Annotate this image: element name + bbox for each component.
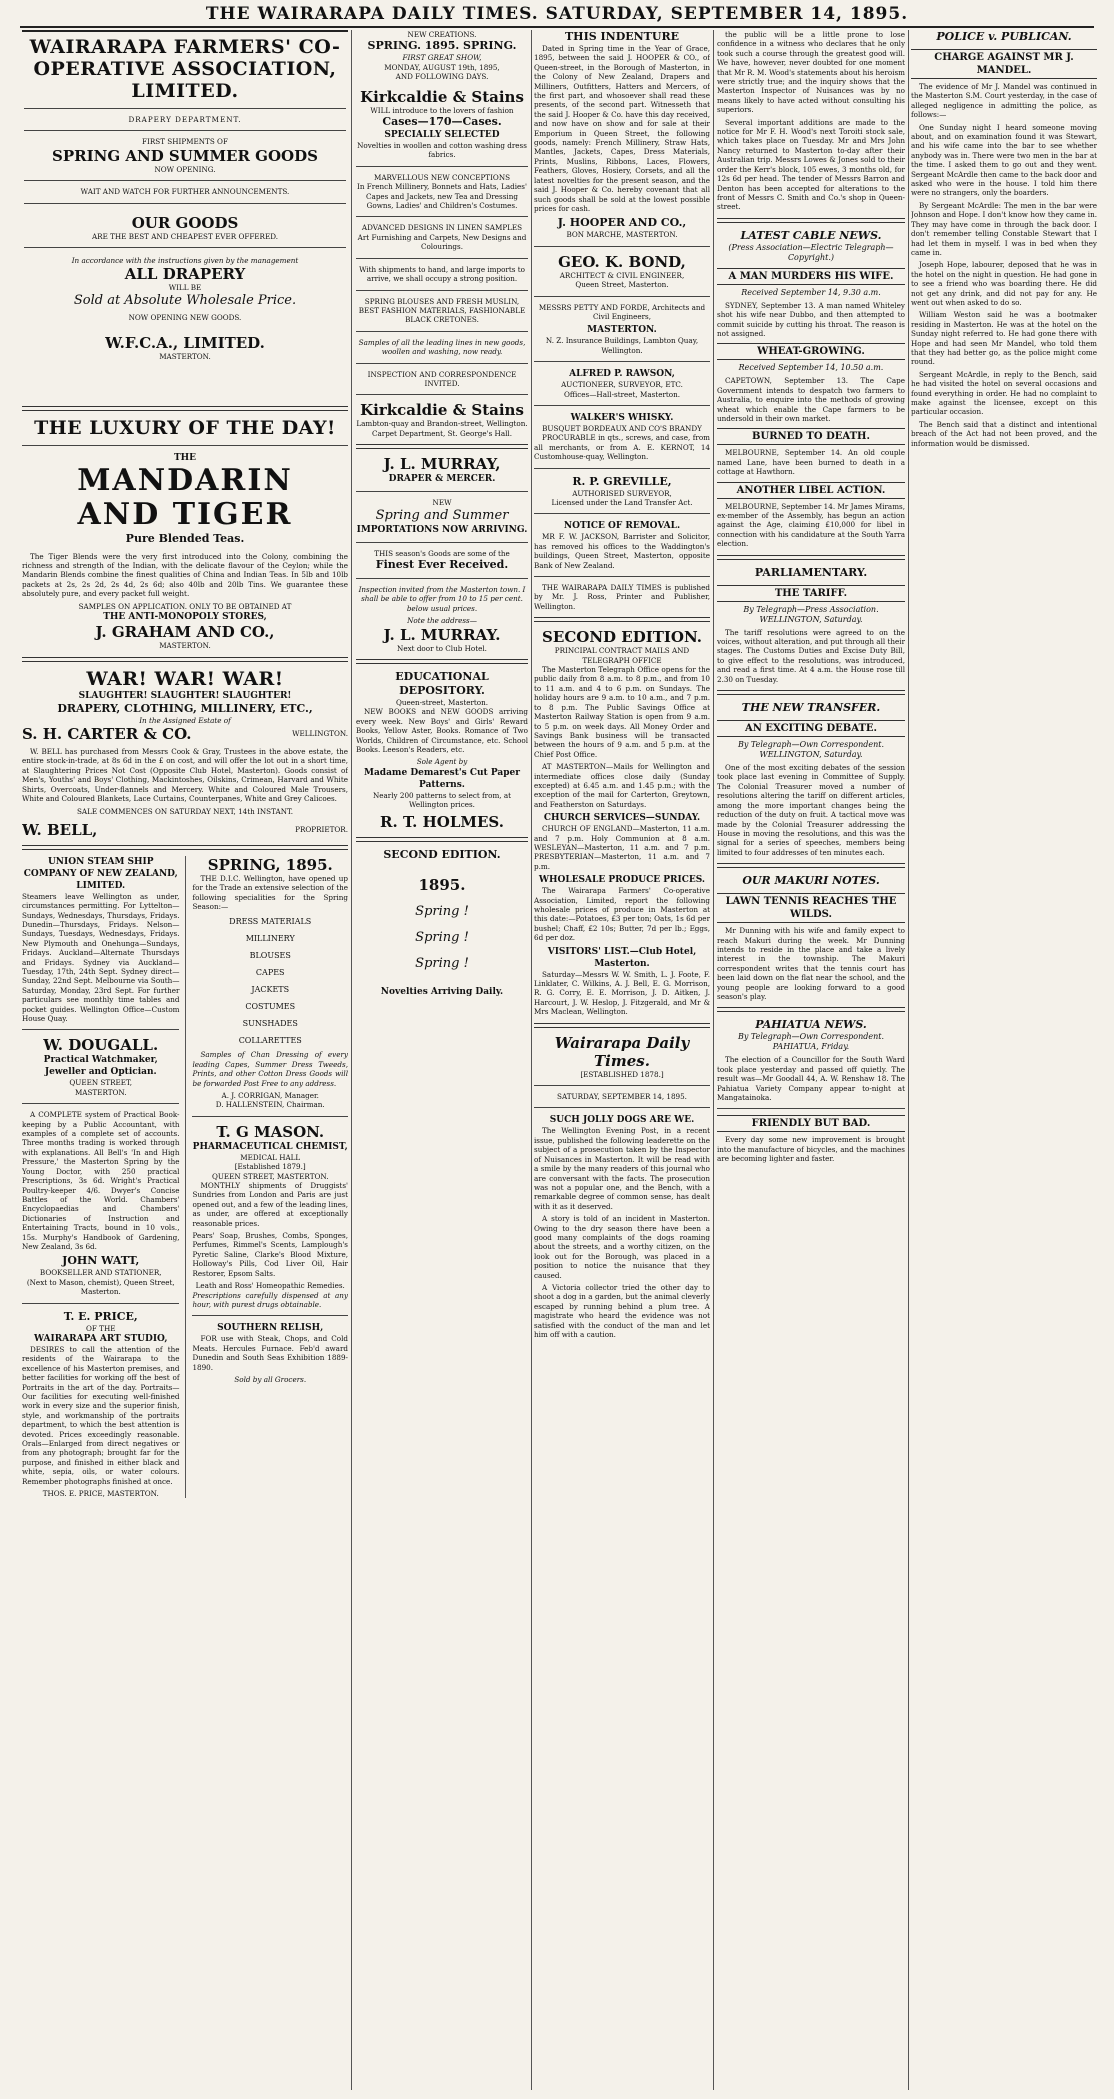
dougall-street: QUEEN STREET,	[69, 1078, 133, 1088]
second-edition	[534, 628, 710, 1016]
dougall-trade: Practical Watchmaker, Jeweller and Optician.	[43, 1055, 158, 1078]
editorial-motto: SUCH JOLLY DOGS ARE WE.	[549, 1115, 695, 1126]
farmers-opening: NOW OPENING.	[154, 164, 216, 174]
dic-item: CAPES	[255, 968, 285, 978]
cable-headline-2: WHEAT-GROWING.	[717, 343, 905, 360]
indenture-address: BON MARCHE, MASTERTON.	[566, 230, 678, 240]
transfer-dateline: By Telegraph—Own Correspondent. WELLINGTON, Saturday.	[737, 740, 885, 760]
luxury-the: THE	[173, 452, 197, 463]
cable-headline-3: BURNED TO DEATH.	[717, 428, 905, 445]
relish-body: FOR use with Steak, Chops, and Cold Meats. Hercules Furnace. Feb'd award Dunedin and South Seas Exhibition 1889-1890.	[192, 1334, 348, 1372]
farmers-will-be: WILL BE	[168, 283, 202, 293]
petty-body: MESSRS PETTY AND FORDE, Architects and Civil Engineers,	[538, 302, 706, 321]
cable-headline-1: A MAN MURDERS HIS WIFE.	[717, 268, 905, 285]
dougall-advert	[22, 1036, 179, 1296]
dic-item: COSTUMES	[245, 1002, 296, 1012]
parliamentary	[717, 566, 905, 684]
luxury-place: MASTERTON.	[159, 641, 211, 651]
dic-item: BLOUSES	[249, 951, 291, 961]
watt-address: (Next to Mason, chemist), Queen Street, Masterton.	[26, 1277, 175, 1297]
kirk-name-2: Kirkcaldie & Stains	[360, 401, 524, 420]
editorial-body-2: A story is told of an incident in Masterton. Owing to the dry season there have been a good many complaints of the dogs roaming about the streets, and a worthy citizen, on the look out for the Borough, was placed in a position to notice the nuisance that they caused.	[534, 1214, 710, 1280]
kirk-cases: Cases—170—Cases.	[382, 115, 502, 129]
kirk-marvellous: MARVELLOUS NEW CONCEPTIONS	[373, 172, 511, 182]
murray-new: NEW	[432, 498, 452, 508]
war-slaughter: SLAUGHTER! SLAUGHTER! SLAUGHTER!	[78, 690, 292, 701]
bond-address: Queen Street, Masterton.	[575, 280, 669, 290]
times-note: THE WAIRARAPA DAILY TIMES is published by Mr. J. Ross, Printer and Publisher, Wellington.	[534, 583, 710, 611]
farmers-accordance: In accordance with the instructions given by the management	[71, 256, 299, 266]
police-sub: CHARGE AGAINST MR J. MANDEL.	[911, 49, 1097, 79]
mason-note: Prescriptions carefully dispensed at any hour, with purest drugs obtainable.	[192, 1290, 348, 1309]
farmers-all-drapery: ALL DRAPERY	[124, 265, 246, 284]
police-para: By Sergeant McArdle: The men in the bar were Johnson and Hope. I don't know how they came in. They may have come in through the back door. I don't remember telling Constable Stewart that I had let them in myself. I was in bed when they came in.	[911, 200, 1097, 257]
steam-body: Steamers leave Wellington as under, circumstances permitting. For Lyttelton—Sundays, Wednesdays, Thursdays, Fridays. Dunedin—Thursdays, Fridays. Nelson—Sundays, Tuesdays, Wednesdays, Fridays. New Plymouth and Onehunga—Sundays, Fridays. Auckland—Alternate Thursdays and Fridays. Sydney via Auckland—Tuesday, 17th, 24th Sept. Sydney direct—Sunday, 22nd Sept. Melbourne via South—Saturday, Monday, 23rd Sept. For further particulars see monthly time tables and pocket guides. Wellington Office—Custom House Quay.	[22, 891, 180, 1024]
kirk-in: In French Millinery, Bonnets and Hats, Ladies' Capes and Jackets, new Tea and Dressing Gowns, Ladies' and Children's Costumes.	[357, 182, 527, 211]
makuri-story: Mr Dunning with his wife and family expect to reach Makuri during the week. Mr Dunning intends to reside in the place and take a lively interest in the township. The Makuri correspondent writes that the tennis court has been laid down on the flat near the school, and the young people are looking forward to a good season's play.	[717, 926, 905, 1001]
depository-address: Queen-street, Masterton.	[395, 698, 489, 707]
edition-sub: PRINCIPAL CONTRACT MAILS AND TELEGRAPH OFFICE	[554, 646, 690, 665]
price-body: DESIRES to call the attention of the residents of the Wairarapa to the excellence of his Masterton premises, and better facilities for working off the best of Portraits in the art of the day. Portraits—Our facilities for executing well-finished work in every size and the superior finish, style, and workmanship of the portraits department, to which the best attention is devoted. Prices exceedingly reasonable. Orals—Enlarged from direct negatives or from any photograph; brought far for the purpose, and finished in either black and white, sepia, oils, or water colours. Remember photographs finished at once.	[22, 1344, 180, 1486]
pahiatua-story: The election of a Councillor for the South Ward took place yesterday and passed off quietly. The result was—Mr Goodall 44, A. W. Renshaw 18. The Pahiatua Variety Company appear to-night at Mangatainoka.	[717, 1055, 905, 1102]
dougall-name: W. DOUGALL.	[43, 1036, 159, 1055]
kirk-inspection: INSPECTION AND CORRESPONDENCE INVITED.	[367, 369, 517, 388]
column-3	[534, 30, 710, 2090]
luxury-graham: J. GRAHAM AND CO.,	[95, 623, 275, 642]
masthead: THE WAIRARAPA DAILY TIMES. SATURDAY, SEPTEMBER 14, 1895.	[20, 4, 1094, 28]
pahiatua-dateline: By Telegraph—Own Correspondent. PAHIATUA, Friday.	[737, 1032, 885, 1052]
mason-advert	[192, 1123, 348, 1310]
pahiatua-news	[717, 1018, 905, 1102]
murray-name: J. L. MURRAY,	[383, 455, 501, 474]
removal-notice: NOTICE OF REMOVAL.	[563, 521, 681, 532]
murray-advert	[356, 455, 528, 653]
kirk-head: NEW CREATIONS.	[407, 30, 477, 39]
kirk-spring-blouses: SPRING BLOUSES AND FRESH MUSLIN, BEST FASHION MATERIALS, FASHIONABLE BLACK CRETONES.	[358, 296, 526, 325]
relish-sold: Sold by all Grocers.	[234, 1374, 307, 1384]
indenture-advert	[534, 30, 710, 240]
wholesale-title: WHOLESALE PRODUCE PRICES.	[538, 875, 706, 886]
luxury-samples: SAMPLES ON APPLICATION. ONLY TO BE OBTAINED AT	[78, 601, 292, 611]
depository-madame: Madame Demarest's Cut Paper Patterns.	[364, 767, 520, 790]
steam-title: UNION STEAM SHIP COMPANY OF NEW ZEALAND, LIMITED.	[23, 856, 178, 891]
cable-dateline-2: Received September 14, 10.50 a.m.	[738, 363, 884, 373]
murray-trade: DRAPER & MERCER.	[388, 474, 496, 485]
farmers-wfca: W.F.C.A., LIMITED.	[105, 334, 265, 353]
war-bell: W. BELL,	[22, 820, 98, 839]
whisky-title: WALKER'S WHISKY.	[570, 412, 674, 423]
kirkcaldie-advert	[356, 30, 528, 438]
kirk-season: SPRING. 1895. SPRING.	[367, 39, 517, 53]
editorial	[534, 1034, 710, 1340]
dougall-body: A COMPLETE system of Practical Book-keeping by a Public Accountant, with examples of a complete set of accounts. Three months trading is worked through with explanations. All Bell's 'In and High Pressure,' the Masterton Spring by the Young Doctor, with 250 practical Prescriptions, 3s 6d. Wright's Practical Poultry-keeper 4/6. Dwyer's Concise Battles of the World. Chambers' Encyclopaedias and Chambers' Dictionaries of Instruction and Entertaining Tracts, bound in 10 vols., 15s. Murphy's Handbook of Gardening, New Zealand, 3s 6d.	[22, 1110, 180, 1251]
bicycle-story: Every day some new improvement is brought into the manufacture of bicycles, and the machines are becoming lighter and faster.	[717, 1135, 905, 1164]
bond-trade: ARCHITECT & CIVIL ENGINEER,	[559, 270, 685, 280]
depository-nearly: Nearly 200 patterns to select from, at Wellington prices.	[372, 790, 512, 810]
cable-title: LATEST CABLE NEWS.	[740, 228, 882, 242]
spring-cry: Spring !	[415, 955, 469, 971]
whisky-advert	[534, 412, 710, 462]
column-rule	[908, 30, 909, 2090]
dic-chairman: D. HALLENSTEIN, Chairman.	[215, 1100, 325, 1110]
parliament-dateline: By Telegraph—Press Association. WELLINGTON, Saturday.	[743, 604, 879, 624]
bicycle-note	[717, 1115, 905, 1163]
depository-agent: Sole Agent by	[416, 757, 468, 767]
police-para: Sergeant McArdle, in reply to the Bench, said he had visited the hotel on several occasions and found everything in order. He had no complaint to make against the licensee, except on this particular occasion.	[911, 369, 1097, 417]
spring-cry: Spring !	[415, 929, 469, 945]
kirk-shipments: With shipments to hand, and large imports to arrive, we shall occupy a strong position.	[359, 264, 525, 284]
relish-title: SOUTHERN RELISH,	[217, 1323, 324, 1334]
local-notes: Several important additions are made to the notice for Mr F. H. Wood's next Toroiti stock sale, which takes place on Tuesday. Mr and Mrs John Nancy returned to Masterton to-day after their Australian trip. Messrs Lowes & Jones sold to their order the Kerr's block, 105 ewes, 3 months old, for 12s 6d per head. The tender of Messrs Barron and Denton has been accepted for alterations to the front of Messrs C. Smith and Co.'s shop in Queen-street.	[717, 117, 905, 212]
kirk-novelties: Novelties in woollen and cotton washing dress fabrics.	[357, 141, 527, 160]
parliament-title: PARLIAMENTARY.	[754, 565, 868, 579]
farmers-wait: WAIT AND WATCH FOR FURTHER ANNOUNCEMENTS.	[80, 187, 290, 197]
transfer-title: THE NEW TRANSFER.	[741, 701, 881, 715]
church-title: CHURCH SERVICES—SUNDAY.	[543, 813, 701, 824]
police-para: One Sunday night I heard someone moving about, and on examination found it was Stewart, and his wife came into the bar to see whether anybody was in. There were two men in the bar at the time. I asked them to go out and they went. Sergeant McArdle then came to the back door and asked who were in the house. I told him there were no strangers, only the boarders.	[911, 122, 1097, 198]
wholesale-body: The Wairarapa Farmers' Co-operative Association, Limited, report the following wholesale prices of produce in Masterton at this date:—Potatoes, £3 per ton; Oats, 1s 6d per bushel; Chaff, £2 10s; Butter, 7d per lb.; Eggs, 6d per doz.	[534, 886, 710, 943]
dic-item: SUNSHADES	[242, 1019, 298, 1029]
paper-title: Wairarapa Daily Times.	[554, 1033, 690, 1070]
cable-story-4: MELBOURNE, September 14. Mr James Mirams, ex-member of the Assembly, has begun an action against the Age, claiming £10,000 for libel in connection with his candidature at the South Yarra election.	[717, 501, 905, 549]
kirk-first: FIRST GREAT SHOW,	[402, 53, 482, 63]
luxury-and-tiger: AND TIGER	[77, 496, 293, 532]
luxury-body: The Tiger Blends were the very first introduced into the Colony, combining the richness and strength of the Indian, with the delicate flavour of the Ceylon; while the Mandarin Blends combine the finest qualities of China and Indian Teas. In 5lb and 10lb packets at 2s, 2s 2d, 2s 4d, 2s 6d; also 40lb and 20lb Tins. We guarantee these absolutely pure, and every packet full weight.	[22, 551, 348, 599]
makuri-title: OUR MAKURI NOTES.	[742, 874, 880, 888]
church-body: CHURCH OF ENGLAND—Masterton, 11 a.m. and 7 p.m. Holy Communion at 8 a.m. WESLEYAN—Masterton, 11 a.m. and 7 p.m. PRESBYTERIAN—Masterton, 11 a.m. and 7 p.m.	[534, 824, 710, 871]
war-proprietor: PROPRIETOR.	[295, 824, 348, 834]
dic-samples: Samples of Chan Dressing of every leading Capes, Summer Dress Tweeds, Prints, and other Cotton Dress Goods will be forwarded Post Free to any address.	[192, 1050, 348, 1088]
farmers-title: WAIRARAPA FARMERS' CO-OPERATIVE ASSOCIATION, LIMITED.	[29, 36, 341, 102]
greville-advert	[534, 475, 710, 570]
kirk-will: WILL introduce to the lovers of fashion	[370, 105, 514, 115]
mason-est: [Established 1879.]	[234, 1162, 306, 1172]
murray-name-2: J. L. MURRAY.	[383, 625, 501, 644]
price-of: OF THE	[86, 1323, 116, 1333]
steam-advert	[22, 856, 179, 1024]
edition-mails: AT MASTERTON—Mails for Wellington and intermediate offices close daily (Sunday excepted) at 6.45 a.m. and 1.45 p.m.; with the exception of the mail for Carterton, Greytown, and Featherston on Saturdays.	[534, 762, 710, 809]
transfer-sub: AN EXCITING DEBATE.	[717, 720, 905, 737]
murray-note: Note the address—	[407, 616, 477, 626]
mason-name: T. G MASON.	[216, 1122, 325, 1141]
kirk-following: AND FOLLOWING DAYS.	[395, 72, 489, 82]
dic-title: SPRING, 1895.	[207, 855, 333, 874]
dic-body: THE D.I.C. Wellington, have opened up for the Trade an extensive selection of the following specialities for the Spring Season:—	[192, 873, 348, 911]
petty-advert	[534, 303, 710, 356]
dougall-place: MASTERTON.	[74, 1087, 127, 1097]
depository-title: EDUCATIONAL DEPOSITORY.	[395, 670, 489, 697]
depository-body: NEW BOOKS and NEW GOODS arriving every week. New Boys' and Girls' Reward Books, Yellow Aster, Books. Romance of Two Worlds, Children of Circumstance, etc. School Books. Leeson's Readers, etc.	[356, 707, 528, 755]
farmers-shipment: FIRST SHIPMENTS OF	[142, 137, 228, 147]
mason-homeo: Leath and Ross' Homeopathic Remedies.	[195, 1281, 345, 1291]
greville-name: R. P. GREVILLE,	[572, 474, 672, 488]
cable-story-1: SYDNEY, September 13. A man named Whiteley shot his wife near Dubbo, and then attempted to commit suicide by cutting his throat. The reason is not assigned.	[717, 300, 905, 338]
spring-cry: Spring !	[415, 903, 469, 919]
police-para: Joseph Hope, labourer, deposed that he was in the hotel on the night in question. He had gone in to see a friend who was boarding there. He did not get any drink, and did not pay for any. He went out when asked to do so.	[911, 260, 1097, 307]
farmers-now-opening: NOW OPENING NEW GOODS.	[128, 312, 242, 322]
rawson-trade: AUCTIONEER, SURVEYOR, ETC.	[561, 380, 683, 390]
farmers-best: ARE THE BEST AND CHEAPEST EVER OFFERED.	[91, 231, 279, 241]
second-edition-title: SECOND EDITION.	[383, 847, 501, 861]
police-para: William Weston said he was a bootmaker residing in Masterton. He was at the hotel on the Sunday night referred to. He had gone there with Hope and had seen Mr Mandel, who told them that they had better go, as the police might come round.	[911, 310, 1097, 367]
war-body: W. BELL has purchased from Messrs Cook & Gray, Trustees in the above estate, the entire stock-in-trade, at 8s 6d in the £ on cost, and will offer the lot out in a short time, at Slaughtering Prices Not Cost (Opposite Club Hotel, Masterton). Goods consist of Men's, Youths' and Boys' Clothing, Mackintoshes, Oilskins, Crimean, Harvard and White Shirts, Overcoats, Under-flannels and Mercery. White and Coloured Male Trousers, White and Coloured Blankets, Lace Curtains, Counterpanes, White and Grey Calicoes.	[22, 746, 348, 803]
luxury-mandarin: MANDARIN	[77, 462, 293, 498]
makuri-sub: LAWN TENNIS REACHES THE WILDS.	[717, 893, 905, 923]
new-transfer	[717, 701, 905, 857]
war-advert	[22, 668, 348, 839]
luxury-title: THE LUXURY OF THE DAY!	[34, 416, 336, 439]
price-advert	[22, 1310, 179, 1499]
edition-title: SECOND EDITION.	[542, 628, 702, 647]
murray-this: THIS season's Goods are some of the	[374, 548, 510, 558]
column-1	[22, 30, 348, 2090]
column-2	[356, 30, 528, 2090]
cable-news	[717, 229, 905, 549]
column-4	[717, 30, 905, 2090]
column-rule	[531, 30, 532, 2090]
dic-item: COLLARETTES	[238, 1036, 302, 1046]
column-5	[911, 30, 1097, 2090]
year-1895: 1895.	[418, 875, 466, 894]
parliament-tariff: THE TARIFF.	[717, 585, 905, 602]
kirk-date: MONDAY, AUGUST 19th, 1895,	[384, 62, 500, 72]
bond-advert	[534, 253, 710, 290]
greville-trade: AUTHORISED SURVEYOR,	[572, 488, 672, 498]
petty-office: N. Z. Insurance Buildings, Lambton Quay, Wellington.	[545, 336, 699, 355]
farmers-sold: Sold at Absolute Wholesale Price.	[73, 292, 297, 308]
farmers-place: MASTERTON.	[159, 352, 211, 362]
column-rule	[713, 30, 714, 2090]
war-estate: In the Assigned Estate of	[139, 715, 231, 725]
kirk-address: Lambton-quay and Brandon-street, Wellington. Carpet Department, St. George's Hall.	[356, 419, 528, 438]
farmers-spring: SPRING AND SUMMER GOODS	[52, 146, 318, 165]
kirk-name: Kirkcaldie & Stains	[360, 87, 524, 106]
kirk-advanced: ADVANCED DESIGNS IN LINEN SAMPLES	[361, 223, 523, 233]
police-para: The Bench said that a distinct and intentional breach of the Act had not been proved, and the information would be dismissed.	[911, 419, 1097, 448]
transfer-story: One of the most exciting debates of the session took place last evening in Committee of Supply. The Colonial Treasurer moved a number of resolutions altering the tariff on different articles, among the more important changes being the reduction of the duty on fruit. A tactical move was made by the Colonial Treasurer addressing the House in moving the resolutions, and this was the signal for a series of speeches, members being limited to four addresses of ten minutes each.	[717, 763, 905, 857]
mason-hall: MEDICAL HALL	[240, 1152, 301, 1162]
dic-item: MILLINERY	[245, 934, 295, 944]
murray-importations: IMPORTATIONS NOW ARRIVING.	[356, 524, 528, 535]
indenture-sign: J. HOOPER AND CO.,	[557, 216, 687, 230]
cable-sub: (Press Association—Electric Telegraph—Copyright.)	[728, 242, 894, 262]
dic-manager: A. J. CORRIGAN, Manager.	[221, 1091, 319, 1100]
dic-advert	[192, 856, 348, 1110]
farmers-our-goods: OUR GOODS	[131, 213, 239, 232]
column-rule	[351, 30, 352, 2090]
bond-name: GEO. K. BOND,	[558, 252, 686, 271]
kirk-samples: Samples of all the leading lines in new goods, woollen and washing, now ready.	[358, 337, 526, 357]
indenture-title: THIS INDENTURE	[565, 30, 679, 43]
price-studio: WAIRARAPA ART STUDIO,	[33, 1333, 168, 1344]
whisky-sub: BUSQUET BORDEAUX AND CO'S BRANDY	[542, 423, 702, 433]
rawson-name: ALFRED P. RAWSON,	[569, 369, 675, 380]
luxury-pure: Pure Blended Teas.	[125, 531, 245, 545]
price-footer: THOS. E. PRICE, MASTERTON.	[42, 1489, 159, 1499]
luxury-advert	[22, 417, 348, 651]
police-para: The evidence of Mr J. Mandel was continued in the Masterton S.M. Court yesterday, in the case of alleged negligence in admitting the police, as follows:—	[911, 82, 1097, 120]
editorial-body: The Wellington Evening Post, in a recent issue, published the following leaderette on the subject of a prosecution taken by the Inspector of Nuisances in Masterton. It will be read with a smile by the many readers of this journal who are conversant with the facts. The prosecution was not a popular one, and the Bench, with a remarkable degree of common sense, has dealt with it as it deserved.	[534, 1126, 710, 1211]
war-title: WAR! WAR! WAR!	[86, 667, 284, 690]
farmers-advert	[22, 30, 348, 366]
parliament-story: The tariff resolutions were agreed to on the voices, without alteration, and put through all their stages. The Customs Duties and Excise Duty Bill, to give effect to the resolutions, was introduced, and read a first time. At 4 a.m. the House rose till 2.30 on Tuesday.	[717, 627, 905, 684]
relish-advert	[192, 1322, 348, 1384]
petty-place: MASTERTON.	[587, 325, 657, 336]
war-sale: SALE COMMENCES ON SATURDAY NEXT, 14th INSTANT.	[76, 807, 294, 817]
police-title: POLICE v. PUBLICAN.	[936, 30, 1072, 43]
watt-name: JOHN WATT,	[62, 1254, 140, 1268]
novelties-arriving: Novelties Arriving Daily.	[380, 986, 504, 997]
depository-holmes: R. T. HOLMES.	[380, 812, 504, 831]
visitors-title: VISITORS' LIST.—Club Hotel, Masterton.	[547, 946, 697, 969]
police-report	[911, 30, 1097, 448]
kirk-art: Art Furnishing and Carpets, New Designs and Colourings.	[357, 232, 527, 252]
col2-lower-filler	[356, 848, 528, 998]
war-carter-place: WELLINGTON.	[292, 728, 348, 738]
watt-trade: BOOKSELLER AND STATIONER,	[39, 1268, 162, 1278]
war-carter: S. H. CARTER & CO.	[22, 724, 192, 743]
paper-date: SATURDAY, SEPTEMBER 14, 1895.	[557, 1092, 687, 1102]
edition-body: The Masterton Telegraph Office opens for the public daily from 8 a.m. to 8 p.m., and from 10 to 11 a.m. and 4 to 6 p.m. on Sundays. The holiday hours are 9 a.m. to 10 a.m., and 7 p.m. to 8 p.m. The Public Savings Office at Masterton Railway Station is open from 9 a.m. to 5 p.m. on week days. All Money Order and Savings Bank business will be transacted between the hours of 9 a.m. and 5 p.m. at the Chief Post Office.	[534, 665, 710, 759]
mason-body: MONTHLY shipments of Druggists' Sundries from London and Paris are just opened out, and a few of the leading lines, as under, are offered at exceptionally reasonable prices.	[192, 1181, 348, 1228]
farmers-dept: DRAPERY DEPARTMENT.	[128, 115, 242, 124]
makuri-notes	[717, 874, 905, 1001]
removal-body: MR F. W. JACKSON, Barrister and Solicitor, has removed his offices to the Waddington's buildings, Queen Street, Masterton, opposite Bank of New Zealand.	[534, 532, 710, 570]
cable-story-2: CAPETOWN, September 13. The Cape Government intends to despatch two farmers to Australia, to enquire into the methods of growing wheat which enable the Cape farmers to be undersold in their own market.	[717, 376, 905, 423]
murray-next: Next door to Club Hotel.	[397, 643, 487, 653]
mason-items: Pears' Soap, Brushes, Combs, Sponges, Perfumes, Rimmel's Scents, Lamplough's Pyretic Saline, Clarke's Blood Mixture, Holloway's Pills, Cod Liver Oil, Hair Restorer, Epsom Salts.	[192, 1231, 348, 1278]
mason-address: QUEEN STREET, MASTERTON.	[211, 1171, 329, 1181]
visitors-body: Saturday—Messrs W. W. Smith, L. J. Foote, F. Linklater, C. Wilkins, A. J. Bell, E. G. Morrison, R. G. Corry, E. E. Morrison, J. D. Aitken, J. Harcourt, J. W. Heslop, J. Fitzgerald, and Mr & Mrs Maclean, Wellington.	[534, 969, 710, 1017]
article-continuation: the public will be a little prone to lose confidence in a witness who declares that he only took such a course through the greatest good will. We have, however, never doubted for one moment that Mr R. M. Wood's statements about his heroism were strictly true; and the inquiry shows that the Masterton Inspector of Nuisances was by no means likely to have acted without consulting his superiors.	[717, 30, 905, 115]
war-drapery: DRAPERY, CLOTHING, MILLINERY, ETC.,	[57, 701, 313, 715]
editorial-body-3: A Victoria collector tried the other day to shoot a dog in a garden, but the animal cleverly escaped by running behind a plum tree. A magistrate who heard the evidence was not satisfied with the conduct of the man and let him off with a caution.	[534, 1282, 710, 1339]
bicycle-title: FRIENDLY BUT BAD.	[717, 1115, 905, 1132]
mason-trade: PHARMACEUTICAL CHEMIST,	[192, 1141, 348, 1152]
indenture-body: Dated in Spring time in the Year of Grace, 1895, between the said J. HOOPER & CO., of Queen-street, in the Borough of Masterton, in the Colony of New Zealand, Drapers and Milliners, Outfitters, Hatters and Mercers, of the first part, and whosoever shall read these presents, of the second part. Witnesseth that the said J. Hooper & Co. have this day received, and now have on show and for sale at their Emporium in Queen Street, the following goods, namely: French Millinery, Straw Hats, Mantles, Jackets, Capes, Dress Materials, Prints, Muslins, Ribbons, Laces, Flowers, Feathers, Gloves, Hosiery, Corsets, and all the latest novelties for the present season, and the said J. Hooper & Co. hereby covenant that all such goods shall be sold at the lowest possible prices for cash.	[534, 44, 710, 213]
rawson-advert	[534, 368, 710, 399]
whisky-body: PROCURABLE in qts., screws, and case, from all merchants, or from A. E. KERNOT, 14 Customhouse-quay, Wellington.	[534, 433, 710, 462]
pahiatua-title: PAHIATUA NEWS.	[755, 1018, 867, 1032]
paper-est: [ESTABLISHED 1878.]	[580, 1069, 664, 1079]
dic-item: JACKETS	[251, 985, 290, 995]
rawson-offices: Offices—Hall-street, Masterton.	[563, 389, 681, 399]
price-name: T. E. PRICE,	[63, 1309, 138, 1323]
murray-spring: Spring and Summer	[375, 507, 509, 523]
murray-finest: Finest Ever Received.	[375, 557, 509, 571]
dic-item: DRESS MATERIALS	[229, 917, 312, 927]
cable-story-3: MELBOURNE, September 14. An old couple named Lane, have been burned to death in a cottage at Hawthorn.	[717, 448, 905, 477]
depository-advert	[356, 670, 528, 831]
cable-headline-4: ANOTHER LIBEL ACTION.	[717, 482, 905, 499]
luxury-stores: THE ANTI-MONOPOLY STORES,	[103, 612, 267, 623]
kirk-special: SPECIALLY SELECTED	[384, 130, 500, 141]
cable-dateline-1: Received September 14, 9.30 a.m.	[741, 287, 881, 297]
greville-body: Licensed under the Land Transfer Act.	[551, 498, 693, 507]
murray-inspect: Inspection invited from the Masterton town. I shall be able to offer from 10 to 15 per cent. below usual prices.	[358, 584, 526, 613]
